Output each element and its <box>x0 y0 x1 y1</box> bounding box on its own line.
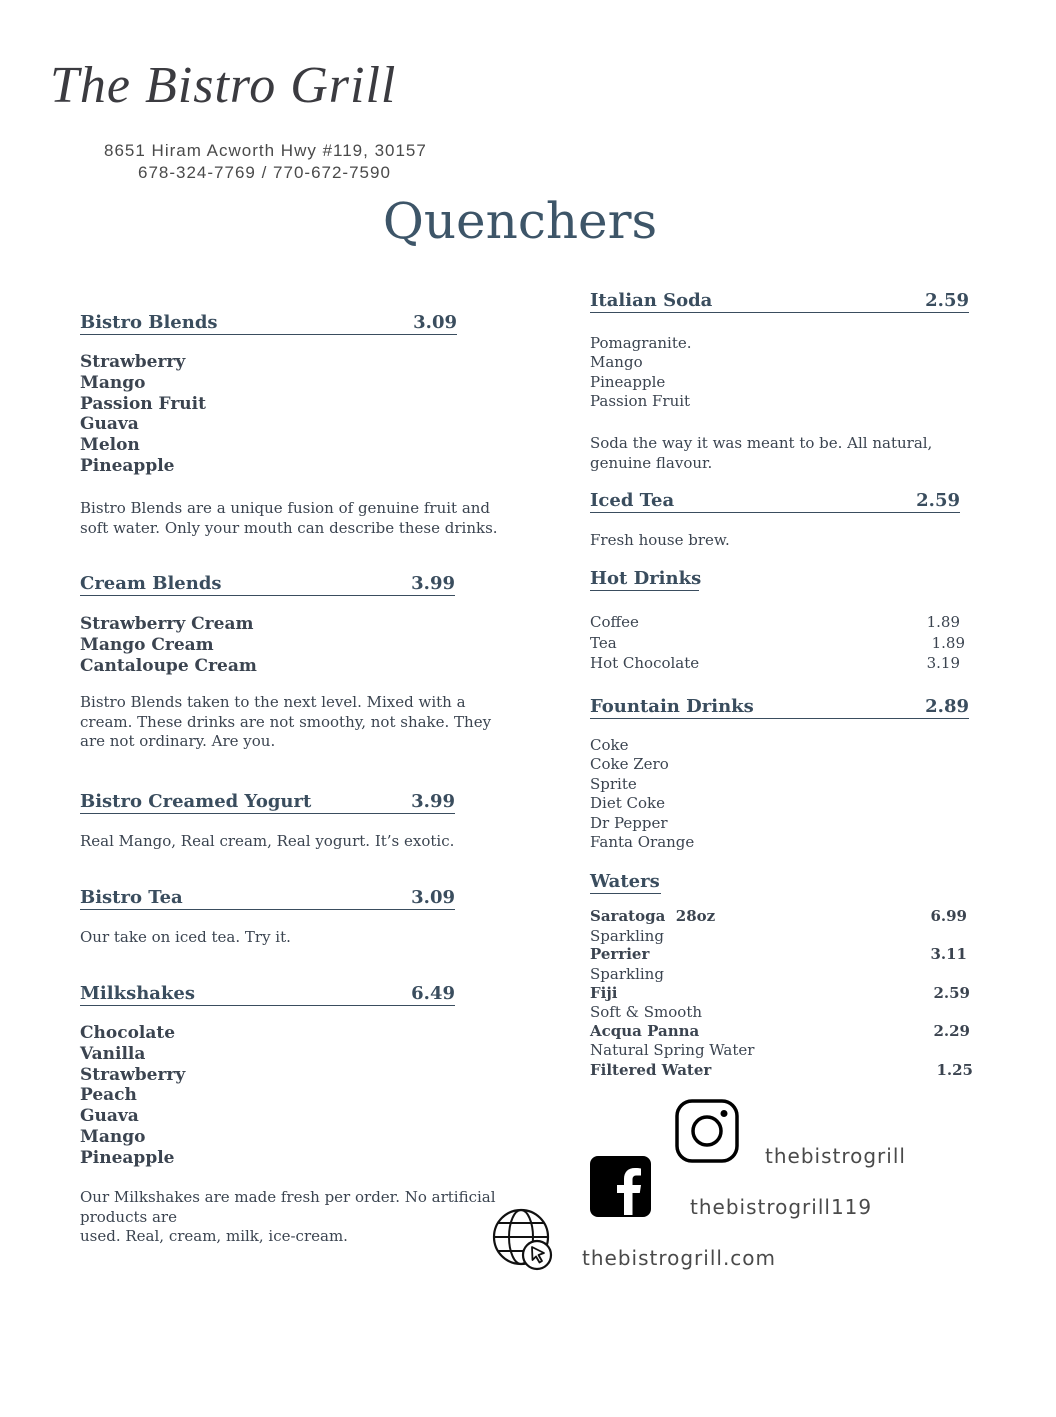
water-row <box>590 984 970 1002</box>
list-item: Dr Pepper <box>590 813 668 832</box>
list-item: Guava <box>80 414 139 435</box>
section-name: Fountain Drinks <box>590 696 754 717</box>
item-price: 2.29 <box>933 1022 970 1040</box>
section-price: 3.99 <box>411 573 455 594</box>
phone-numbers: 678-324-7769 / 770-672-7590 <box>138 163 391 182</box>
item-name: Fiji <box>590 984 618 1002</box>
section-name: Cream Blends <box>80 573 222 594</box>
item-name: Coffee <box>590 613 639 631</box>
list-item: Mango <box>590 353 643 372</box>
item-price: 2.59 <box>933 984 970 1002</box>
section-price: 3.09 <box>411 887 455 908</box>
section-price: 3.99 <box>411 791 455 812</box>
section-name: Waters <box>590 871 660 892</box>
section-header-creamed-yogurt <box>80 792 455 814</box>
page-title: Quenchers <box>382 192 658 250</box>
creamed-yogurt-description: Real Mango, Real cream, Real yogurt. It’s exotic. <box>80 832 455 850</box>
italian-soda-description <box>590 434 932 473</box>
web-globe-icon[interactable] <box>492 1207 556 1271</box>
section-header-fountain-drinks <box>590 697 969 719</box>
list-item: Strawberry <box>80 1064 186 1085</box>
list-item: Mango Cream <box>80 634 214 655</box>
item-price: 1.89 <box>931 634 965 652</box>
list-item: Diet Coke <box>590 794 665 813</box>
cream-blends-list <box>80 614 257 676</box>
item-name: Saratoga 28oz <box>590 907 716 925</box>
hot-drink-row <box>590 613 960 631</box>
list-item: Passion Fruit <box>80 393 206 414</box>
desc-line: products are <box>80 1207 177 1226</box>
instagram-handle[interactable]: thebistrogrill <box>765 1144 906 1168</box>
facebook-handle[interactable]: thebistrogrill119 <box>690 1195 873 1219</box>
list-item: Chocolate <box>80 1023 176 1043</box>
desc-line: Our Milkshakes are made fresh per order. No artificial <box>80 1188 496 1206</box>
list-item: Strawberry <box>80 352 186 372</box>
section-name: Bistro Tea <box>80 887 183 908</box>
section-name: Italian Soda <box>590 290 713 311</box>
list-item: Melon <box>80 435 140 456</box>
hot-drink-row <box>590 634 965 652</box>
desc-line: are not ordinary. Are you. <box>80 732 276 750</box>
list-item: Pineapple <box>80 455 175 476</box>
desc-line: Bistro Blends taken to the next level. Mixed with a <box>80 693 466 711</box>
section-price: 6.49 <box>411 983 455 1004</box>
hot-drink-row <box>590 654 960 672</box>
list-item: Pineapple <box>590 372 666 391</box>
milkshakes-list <box>80 1023 185 1169</box>
iced-tea-description: Fresh house brew. <box>590 531 730 549</box>
section-header-iced-tea <box>590 491 960 513</box>
desc-line: genuine flavour. <box>590 453 713 472</box>
brand-logo-text: The Bistro Grill <box>50 57 397 114</box>
instagram-icon[interactable] <box>675 1099 739 1163</box>
list-item: Coke <box>590 736 629 754</box>
list-item: Coke Zero <box>590 755 669 774</box>
desc-line: Soda the way it was meant to be. All natural, <box>590 434 933 452</box>
website-link[interactable]: thebistrogrill.com <box>582 1246 777 1270</box>
list-item: Vanilla <box>80 1043 146 1064</box>
section-price: 2.59 <box>925 290 969 311</box>
list-item: Pineapple <box>80 1147 175 1168</box>
list-item: Cantaloupe Cream <box>80 655 257 676</box>
list-item: Guava <box>80 1106 139 1127</box>
water-row <box>590 1061 973 1079</box>
section-name: Iced Tea <box>590 490 675 511</box>
list-item: Mango <box>80 1126 146 1147</box>
water-row <box>590 1022 970 1040</box>
water-row <box>590 907 967 925</box>
desc-line: soft water. Only your mouth can describe these drinks. <box>80 518 498 537</box>
item-price: 3.19 <box>926 654 960 672</box>
section-header-waters <box>590 872 661 894</box>
list-item: Mango <box>80 372 146 393</box>
list-item: Passion Fruit <box>590 392 691 411</box>
water-sub: Sparkling <box>590 965 664 983</box>
section-price: 3.09 <box>413 312 457 333</box>
section-name: Bistro Blends <box>80 312 218 333</box>
desc-line: Bistro Blends are a unique fusion of genuine fruit and <box>80 499 491 517</box>
section-header-milkshakes <box>80 984 455 1006</box>
list-item: Strawberry Cream <box>80 614 254 634</box>
section-header-cream-blends <box>80 574 455 596</box>
bistro-blends-list <box>80 352 206 477</box>
section-header-bistro-tea <box>80 888 455 910</box>
list-item: Peach <box>80 1085 137 1106</box>
section-header-bistro-blends <box>80 313 457 335</box>
milkshakes-description <box>80 1188 496 1247</box>
item-name: Hot Chocolate <box>590 654 700 672</box>
item-price: 3.11 <box>930 945 967 963</box>
section-name: Bistro Creamed Yogurt <box>80 791 312 812</box>
item-name: Acqua Panna <box>590 1022 700 1040</box>
section-name: Milkshakes <box>80 983 196 1004</box>
section-name: Hot Drinks <box>590 568 702 589</box>
item-name: Perrier <box>590 945 650 963</box>
list-item: Pomagranite. <box>590 334 692 352</box>
section-price: 2.89 <box>925 696 969 717</box>
item-price: 1.89 <box>926 613 960 631</box>
list-item: Fanta Orange <box>590 833 695 852</box>
water-sub: Natural Spring Water <box>590 1041 755 1059</box>
item-price: 1.25 <box>936 1061 973 1079</box>
item-price: 6.99 <box>930 907 967 925</box>
facebook-icon[interactable] <box>590 1156 651 1217</box>
desc-line: cream. These drinks are not smoothy, not shake. They <box>80 712 492 731</box>
item-name: Filtered Water <box>590 1061 712 1079</box>
section-price: 2.59 <box>916 490 960 511</box>
cream-blends-description <box>80 693 491 752</box>
list-item: Sprite <box>590 774 637 793</box>
section-header-hot-drinks <box>590 568 702 591</box>
address: 8651 Hiram Acworth Hwy #119, 30157 <box>104 141 427 160</box>
water-sub: Sparkling <box>590 927 664 945</box>
fountain-drinks-list <box>590 736 694 852</box>
water-row <box>590 945 967 963</box>
water-sub: Soft & Smooth <box>590 1003 703 1021</box>
bistro-tea-description: Our take on iced tea. Try it. <box>80 928 291 946</box>
item-name: Tea <box>590 634 617 652</box>
italian-soda-list <box>590 334 692 412</box>
section-header-italian-soda <box>590 291 969 313</box>
desc-line: used. Real, cream, milk, ice-cream. <box>80 1227 348 1245</box>
bistro-blends-description <box>80 499 498 538</box>
